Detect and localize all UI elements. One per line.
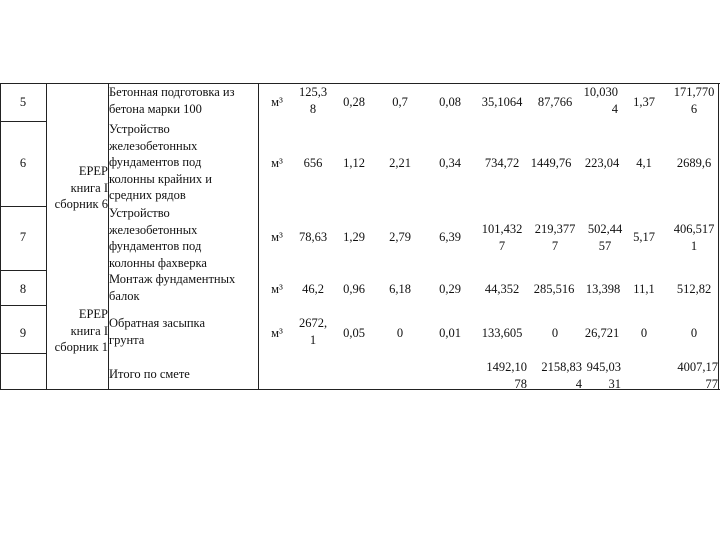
rate-value: 4,1 xyxy=(636,156,652,170)
rate-value: 0,01 xyxy=(439,326,461,340)
quantity: 78,63 xyxy=(298,230,328,244)
row-number: 6 xyxy=(19,156,27,170)
cost-value: 44,352 xyxy=(484,282,520,296)
rate-value: 0,28 xyxy=(343,95,365,109)
rate-value: 1,12 xyxy=(343,156,365,170)
row-number: 9 xyxy=(19,326,27,340)
rate-value: 0 xyxy=(396,326,404,340)
rate-value: 6,39 xyxy=(439,230,461,244)
cost-value: 1449,76 xyxy=(530,156,572,170)
unit: м³ xyxy=(271,230,283,244)
rate-value: 0,29 xyxy=(439,282,461,296)
cost-value: 26,721 xyxy=(584,326,620,340)
source-reference: ЕРЕР книга I сборник 1 xyxy=(54,307,108,354)
quantity: 125,3 8 xyxy=(298,85,328,116)
rate-value: 2,79 xyxy=(389,230,411,244)
unit: м³ xyxy=(271,326,283,340)
work-name: Бетонная подготовка из бетона марки 100 xyxy=(109,85,235,116)
rate-value: 0,34 xyxy=(439,156,461,170)
quantity: 656 xyxy=(303,156,323,170)
unit: м³ xyxy=(271,95,283,109)
cost-value: 101,432 7 xyxy=(481,222,523,253)
grand-total: 4007,17 77 xyxy=(677,360,718,391)
rate-value: 5,17 xyxy=(633,230,655,244)
cost-value: 223,04 xyxy=(584,156,620,170)
cost-value: 219,377 7 xyxy=(534,222,576,253)
row-number: 5 xyxy=(19,95,27,109)
row-number: 8 xyxy=(19,282,27,296)
total-cost: 1492,10 78 xyxy=(486,360,527,391)
work-name: Устройство железобетонных фундаментов под колонны крайних и средних рядов xyxy=(109,122,212,202)
rate-value: 6,18 xyxy=(389,282,411,296)
estimate-table xyxy=(0,83,720,390)
cost-value: 133,605 xyxy=(481,326,523,340)
source-reference: ЕРЕР книга I сборник 6 xyxy=(54,164,108,211)
total-label: Итого по смете xyxy=(109,367,190,381)
cost-value: 285,516 xyxy=(533,282,575,296)
total-cost: 2158,83 4 xyxy=(541,360,582,391)
total-cost: 945,03 31 xyxy=(586,360,621,391)
cost-value: 502,44 57 xyxy=(587,222,623,253)
row-number: 7 xyxy=(19,230,27,244)
cost-value: 10,030 4 xyxy=(583,85,618,116)
rate-value: 11,1 xyxy=(633,282,655,296)
cost-value: 13,398 xyxy=(585,282,621,296)
rate-value: 0,7 xyxy=(392,95,408,109)
rate-value: 1,37 xyxy=(633,95,655,109)
total-value: 171,770 6 xyxy=(673,85,715,116)
quantity: 2672, 1 xyxy=(298,316,328,347)
rate-value: 0,05 xyxy=(343,326,365,340)
work-name: Устройство железобетонных фундаментов под колонны фахверка xyxy=(109,206,207,270)
total-value: 0 xyxy=(690,326,698,340)
cost-value: 87,766 xyxy=(537,95,573,109)
quantity: 46,2 xyxy=(302,282,324,296)
rate-value: 2,21 xyxy=(389,156,411,170)
work-name: Монтаж фундаментных балок xyxy=(109,272,236,303)
unit: м³ xyxy=(271,156,283,170)
work-name: Обратная засыпка грунта xyxy=(109,316,205,347)
rate-value: 0,96 xyxy=(343,282,365,296)
rate-value: 0,08 xyxy=(439,95,461,109)
total-value: 512,82 xyxy=(676,282,712,296)
rate-value: 0 xyxy=(640,326,648,340)
total-value: 406,517 1 xyxy=(673,222,715,253)
rate-value: 1,29 xyxy=(343,230,365,244)
total-value: 2689,6 xyxy=(676,156,712,170)
unit: м³ xyxy=(271,282,283,296)
cost-value: 35,1064 xyxy=(481,95,523,109)
cost-value: 734,72 xyxy=(484,156,520,170)
cost-value: 0 xyxy=(551,326,559,340)
